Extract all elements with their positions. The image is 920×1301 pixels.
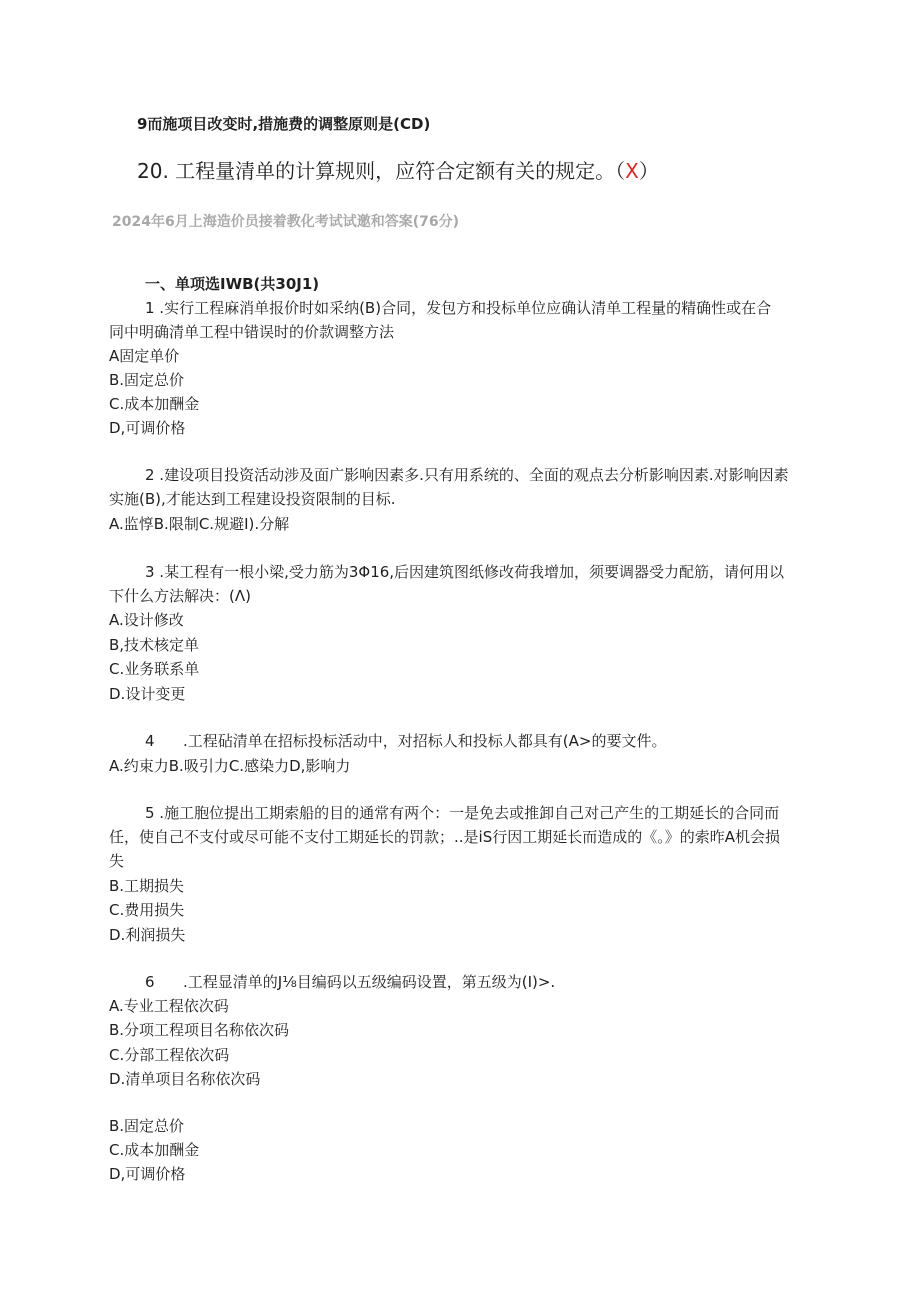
q1-option-d: D,可调价格 — [109, 419, 186, 437]
q6-option-d: D.清单项目名称依次码 — [109, 1070, 261, 1088]
question-20 — [137, 158, 659, 184]
wrong-mark-icon: X — [625, 159, 639, 183]
question-4-number: 4 — [145, 732, 155, 750]
question-4 — [145, 731, 666, 751]
trailing-option-d: D,可调价格 — [109, 1165, 186, 1183]
q3-option-c: C.业务联系单 — [109, 660, 200, 678]
question-1-line1: 1 .实行工程麻消单报价时如采纳(B)合同，发包方和投标单位应确认清单工程量的精确性或在合 — [145, 299, 772, 317]
question-2-line1: 2 .建设项目投资活动涉及面广影响因素多.只有用系统的、全面的观点去分析影响因素.对影响因素 — [145, 466, 789, 484]
question-5-line3: 失 — [109, 852, 125, 870]
question-5-line2: 任，使自己不支付或尽可能不支付工期延长的罚款；..是iS行因工期延长而造成的《。》的索昨A机会损 — [109, 828, 780, 846]
trailing-option-c: C.成本加酬金 — [109, 1141, 200, 1159]
q5-option-b: B.工期损失 — [109, 877, 185, 895]
question-20-text: 工程量清单的计算规则，应符合定额有关的规定。（ — [168, 159, 626, 183]
q6-option-b: B.分项工程项目名称依次码 — [109, 1021, 290, 1039]
trailing-option-b: B.固定总价 — [109, 1117, 185, 1135]
q3-option-b: B,技术核定单 — [109, 636, 200, 654]
q5-option-c: C.费用损失 — [109, 901, 185, 919]
question-6 — [145, 972, 555, 992]
exam-title: 2024年6月上海造价员接着教化考试试邀和答案(76分) — [112, 214, 459, 230]
q6-option-a: A.专业工程依次码 — [109, 997, 229, 1015]
question-20-number: 20. — [137, 159, 169, 183]
question-20-close: ） — [638, 159, 659, 183]
question-6-text: .工程显清单的J⅛目编码以五级编码设置，第五级为(I)>. — [183, 973, 556, 991]
section-heading: 一、单项选IWB(共30J1) — [145, 275, 320, 293]
q5-option-d: D.利润损失 — [109, 926, 186, 944]
q3-option-a: A.设计修改 — [109, 611, 184, 629]
q4-options: A.约束力B.吸引力C.感染力D,影响力 — [109, 757, 351, 775]
q1-option-b: B.固定总价 — [109, 371, 185, 389]
question-3-line2: 下什么方法解决：(Λ) — [109, 587, 251, 605]
q3-option-d: D.设计变更 — [109, 685, 186, 703]
question-2-line2: 实施(B),才能达到工程建设投资限制的目标. — [109, 490, 396, 508]
question-5-line1: 5 .施工胞位提出工期索船的目的通常有两个：一是免去或推卸自己对己产生的工期延长的合同而 — [145, 804, 780, 822]
q6-option-c: C.分部工程依次码 — [109, 1046, 230, 1064]
question-9: 9而施项目改变时,措施费的调整原则是(CD) — [137, 115, 431, 133]
q1-option-c: C.成本加酬金 — [109, 395, 200, 413]
question-3-line1: 3 .某工程有一根小梁,受力筋为3Φ16,后因建筑图纸修改荷我增加，须要调器受力配筋，请何用以 — [145, 563, 785, 581]
question-4-text: .工程砧清单在招标投标活动中，对招标人和投标人都具有(A>的要文件。 — [183, 732, 667, 750]
question-6-number: 6 — [145, 973, 155, 991]
q2-options: A.监惇B.限制C.规避I).分解 — [109, 515, 290, 533]
q1-option-a: A固定单价 — [109, 347, 180, 365]
question-1-line2: 同中明确清单工程中错误时的价款调整方法 — [109, 323, 395, 341]
